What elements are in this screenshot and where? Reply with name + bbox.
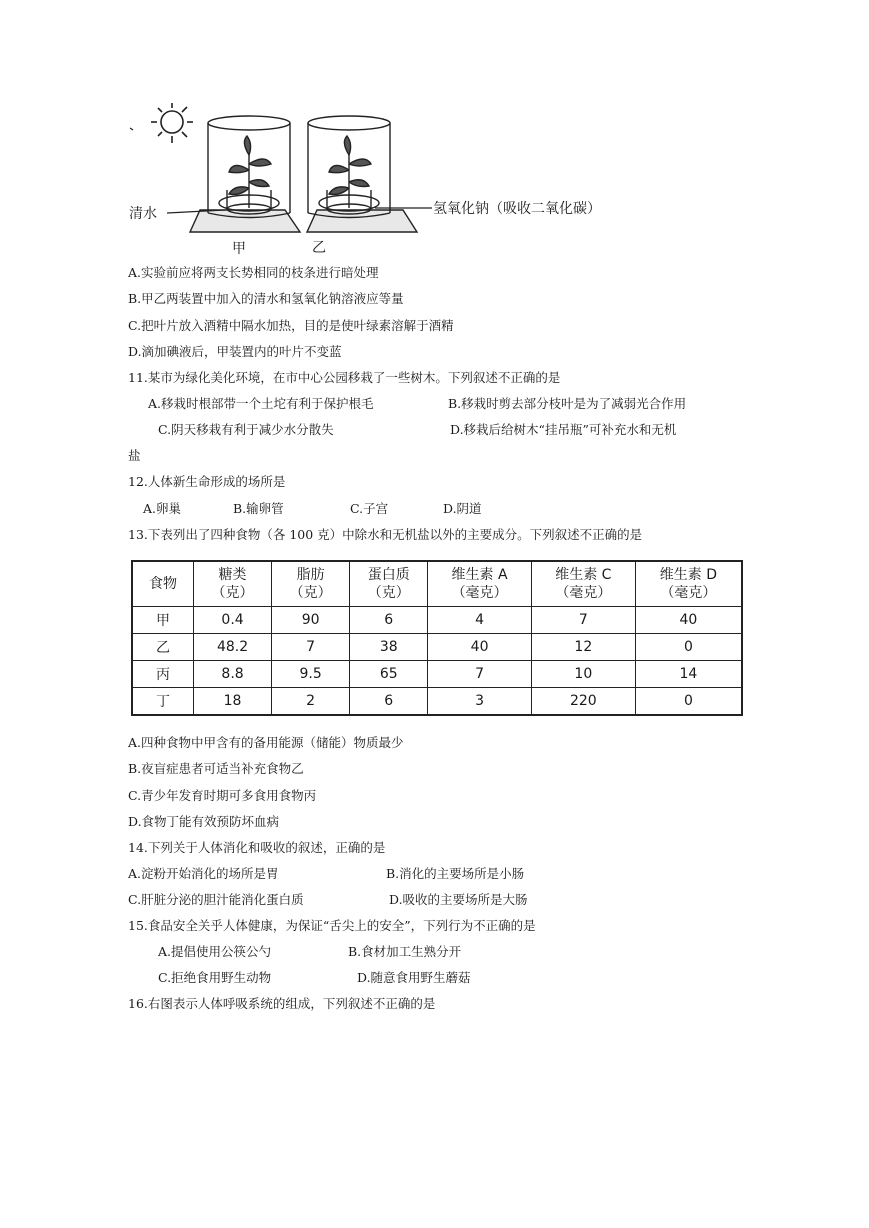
table-cell: 90 bbox=[272, 607, 350, 634]
table-cell: 40 bbox=[635, 607, 742, 634]
q12-stem: 12.人体新生命形成的场所是 bbox=[128, 474, 286, 489]
q12-option-c: C.子宫 bbox=[350, 501, 389, 516]
table-header-cell: 食物 bbox=[132, 561, 194, 607]
q15-option-c: C.拒绝食用野生动物 bbox=[158, 970, 272, 985]
q14-option-d: D.吸收的主要场所是大肠 bbox=[389, 892, 528, 907]
food-nutrient-table bbox=[131, 560, 743, 716]
q16-stem: 16.右图表示人体呼吸系统的组成，下列叙述不正确的是 bbox=[128, 996, 436, 1011]
q12-option-a: A.卵巢 bbox=[143, 501, 182, 516]
table-cell: 7 bbox=[272, 634, 350, 661]
q14-stem: 14.下列关于人体消化和吸收的叙述，正确的是 bbox=[128, 840, 386, 855]
q11-option-a: A.移栽时根部带一个土坨有利于保护根毛 bbox=[148, 396, 374, 411]
q15-option-b: B.食材加工生熟分开 bbox=[348, 944, 462, 959]
q12-option-d: D.阴道 bbox=[443, 501, 482, 516]
table-cell: 丙 bbox=[132, 661, 194, 688]
table-header-cell: 维生素 D （毫克） bbox=[635, 561, 742, 607]
q11-option-c: C.阴天移栽有利于减少水分散失 bbox=[158, 422, 334, 437]
q13-option-c: C.青少年发育时期可多食用食物丙 bbox=[128, 788, 317, 803]
q11-option-d-continued: 盐 bbox=[128, 448, 141, 463]
table-cell: 3 bbox=[428, 688, 532, 716]
q13-option-a: A.四种食物中甲含有的备用能源（储能）物质最少 bbox=[128, 735, 404, 750]
q15-option-a: A.提倡使用公筷公勺 bbox=[158, 944, 272, 959]
q10-option-d: D.滴加碘液后，甲装置内的叶片不变蓝 bbox=[128, 344, 342, 359]
table-header-cell: 维生素 A （毫克） bbox=[428, 561, 532, 607]
table-cell: 65 bbox=[350, 661, 428, 688]
table-cell: 0.4 bbox=[194, 607, 272, 634]
q10-option-a: A.实验前应将两支长势相同的枝条进行暗处理 bbox=[128, 265, 379, 280]
naoh-label: 氢氧化钠（吸收二氧化碳） bbox=[433, 201, 601, 217]
table-cell: 6 bbox=[350, 688, 428, 716]
q11-stem: 11.某市为绿化美化环境，在市中心公园移栽了一些树木。下列叙述不正确的是 bbox=[128, 370, 561, 385]
table-cell: 12 bbox=[531, 634, 635, 661]
jar-b bbox=[307, 116, 417, 232]
table-cell: 0 bbox=[635, 688, 742, 716]
jar-b-label: 乙 bbox=[312, 240, 326, 256]
table-cell: 6 bbox=[350, 607, 428, 634]
table-cell: 甲 bbox=[132, 607, 194, 634]
q13-stem: 13.下表列出了四种食物（各 100 克）中除水和无机盐以外的主要成分。下列叙述不正确的是 bbox=[128, 527, 643, 542]
bell-jar-diagram bbox=[125, 100, 645, 260]
table-cell: 10 bbox=[531, 661, 635, 688]
table-cell: 40 bbox=[428, 634, 532, 661]
jar-a bbox=[190, 116, 300, 232]
table-cell: 48.2 bbox=[194, 634, 272, 661]
table-cell: 18 bbox=[194, 688, 272, 716]
water-label: 清水 bbox=[129, 206, 157, 222]
table-row bbox=[132, 607, 742, 634]
q13-option-d: D.食物丁能有效预防坏血病 bbox=[128, 814, 280, 829]
jar-a-label: 甲 bbox=[232, 241, 246, 257]
table-cell: 乙 bbox=[132, 634, 194, 661]
table-header-cell: 脂肪 （克） bbox=[272, 561, 350, 607]
sun-icon bbox=[151, 103, 193, 143]
q15-stem: 15.食品安全关乎人体健康，为保证“舌尖上的安全”，下列行为不正确的是 bbox=[128, 918, 536, 933]
table-header-row bbox=[132, 561, 742, 607]
q13-option-b: B.夜盲症患者可适当补充食物乙 bbox=[128, 761, 304, 776]
table-cell: 2 bbox=[272, 688, 350, 716]
table-header-cell: 蛋白质 （克） bbox=[350, 561, 428, 607]
q10-option-c: C.把叶片放入酒精中隔水加热，目的是使叶绿素溶解于酒精 bbox=[128, 318, 454, 333]
table-cell: 9.5 bbox=[272, 661, 350, 688]
table-cell: 8.8 bbox=[194, 661, 272, 688]
table-cell: 14 bbox=[635, 661, 742, 688]
table-cell: 0 bbox=[635, 634, 742, 661]
q14-option-c: C.肝脏分泌的胆汁能消化蛋白质 bbox=[128, 892, 304, 907]
table-cell: 38 bbox=[350, 634, 428, 661]
table-cell: 4 bbox=[428, 607, 532, 634]
q11-option-b: B.移栽时剪去部分枝叶是为了减弱光合作用 bbox=[448, 396, 687, 411]
table-header-cell: 维生素 C （毫克） bbox=[531, 561, 635, 607]
table-header-cell: 糖类 （克） bbox=[194, 561, 272, 607]
experiment-figure bbox=[125, 100, 645, 260]
q12-option-b: B.输卵管 bbox=[233, 501, 284, 516]
table-cell: 220 bbox=[531, 688, 635, 716]
q15-option-d: D.随意食用野生蘑菇 bbox=[357, 970, 471, 985]
table-cell: 丁 bbox=[132, 688, 194, 716]
table-row bbox=[132, 634, 742, 661]
q10-option-b: B.甲乙两装置中加入的清水和氢氧化钠溶液应等量 bbox=[128, 291, 404, 306]
table-cell: 7 bbox=[428, 661, 532, 688]
table-cell: 7 bbox=[531, 607, 635, 634]
q11-option-d: D.移栽后给树木“挂吊瓶”可补充水和无机 bbox=[450, 422, 677, 437]
table-row bbox=[132, 661, 742, 688]
q14-option-b: B.消化的主要场所是小肠 bbox=[386, 866, 525, 881]
table-row bbox=[132, 688, 742, 716]
q14-option-a: A.淀粉开始消化的场所是胃 bbox=[128, 866, 279, 881]
